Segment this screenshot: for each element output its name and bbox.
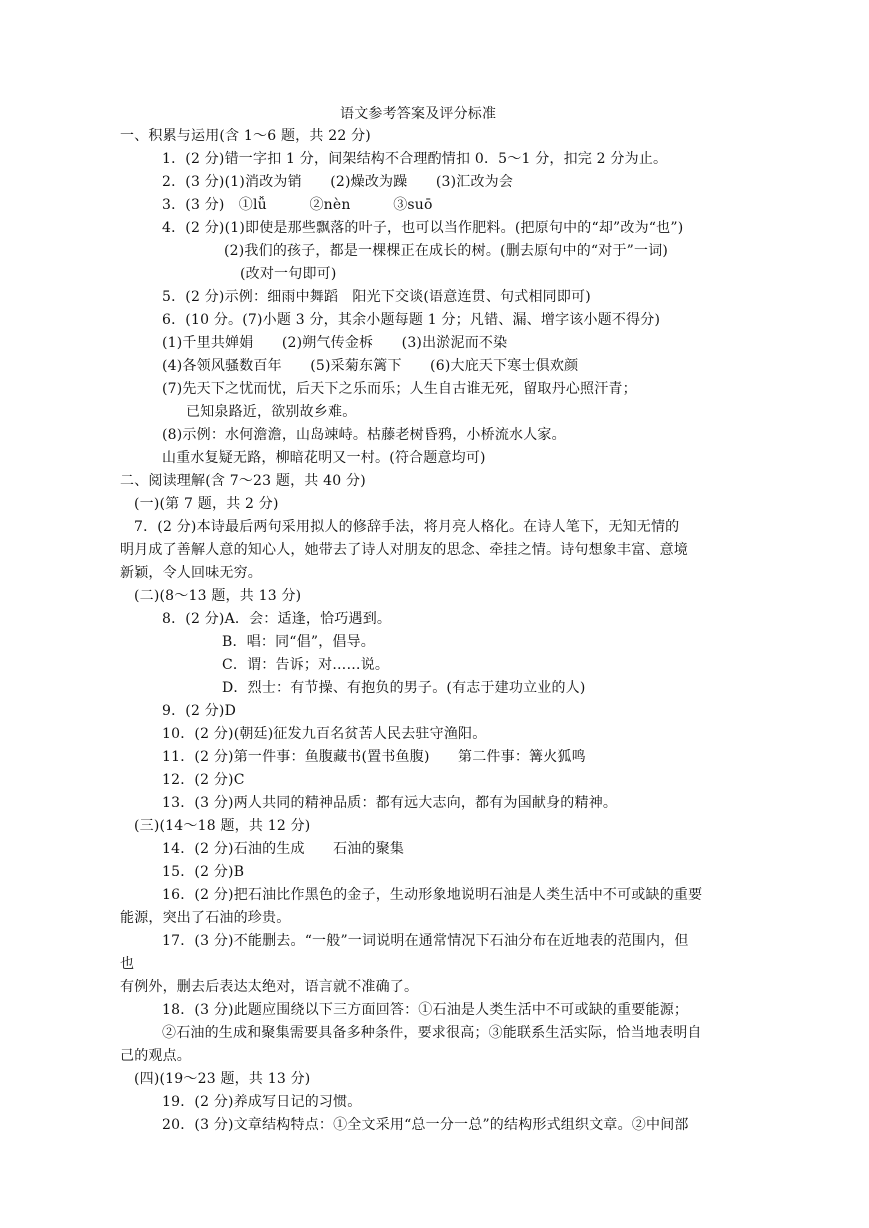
- answer-line: 19．(2 分)养成写日记的习惯。: [162, 1094, 362, 1110]
- answer-line: 4．(2 分)(1)即使是那些飘落的叶子，也可以当作肥料。(把原句中的“却”改为“也”): [162, 220, 684, 236]
- answer-line: 7．(2 分)本诗最后两句采用拟人的修辞手法，将月亮人格化。在诗人笔下，无知无情的: [134, 519, 680, 535]
- answer-line: (8)示例：水何澹澹，山岛竦峙。枯藤老树昏鸦，小桥流水人家。: [162, 427, 566, 443]
- subsection-heading: (三)(14～18 题，共 12 分): [134, 818, 311, 834]
- document-title: 语文参考答案及评分标准: [340, 106, 497, 122]
- answer-line: 新颖，令人回味无穷。: [120, 565, 262, 581]
- answer-line: 17．(3 分)不能删去。“一般”一词说明在通常情况下石油分布在近地表的范围内，但: [162, 933, 689, 949]
- answer-line: 14．(2 分)石油的生成 石油的聚集: [162, 841, 405, 857]
- answer-line: (7)先天下之忧而忧，后天下之乐而乐；人生自古谁无死，留取丹心照汗青；: [162, 381, 637, 397]
- answer-line: 9．(2 分)D: [162, 703, 237, 719]
- answer-line: D．烈士：有节操、有抱负的男子。(有志于建功立业的人): [222, 680, 586, 696]
- answer-line: (改对一句即可): [240, 266, 337, 282]
- answer-line: 也: [120, 956, 135, 972]
- answer-line: 已知泉路近，欲别故乡难。: [186, 404, 357, 420]
- section-heading: 二、阅读理解(含 7～23 题，共 40 分): [120, 473, 366, 489]
- subsection-heading: (一)(第 7 题，共 2 分): [134, 496, 279, 512]
- answer-line: 11．(2 分)第一件事：鱼腹藏书(置书鱼腹) 第二件事：篝火狐鸣: [162, 749, 586, 765]
- answer-line: 有例外，删去后表达太绝对，语言就不准确了。: [120, 979, 419, 995]
- answer-line: 己的观点。: [120, 1048, 191, 1064]
- answer-line: (2)我们的孩子，都是一棵棵正在成长的树。(删去原句中的“对于”一词): [224, 243, 669, 259]
- answer-line: B．唱：同“倡”，倡导。: [222, 634, 376, 650]
- subsection-heading: (四)(19～23 题，共 13 分): [134, 1071, 311, 1087]
- answer-line: 13．(3 分)两人共同的精神品质：都有远大志向，都有为国献身的精神。: [162, 795, 618, 811]
- answer-line: (4)各领风骚数百年 (5)采菊东篱下 (6)大庇天下寒士俱欢颜: [162, 358, 579, 374]
- section-heading: 一、积累与运用(含 1～6 题，共 22 分): [120, 128, 371, 144]
- answer-line: ②石油的生成和聚集需要具备多种条件，要求很高；③能联系生活实际，恰当地表明自: [162, 1025, 702, 1041]
- answer-line: (1)千里共婵娟 (2)朔气传金柝 (3)出淤泥而不染: [162, 335, 508, 351]
- answer-line: C．谓：告诉；对……说。: [222, 657, 390, 673]
- subsection-heading: (二)(8～13 题，共 13 分): [134, 588, 302, 604]
- answer-line: 2．(3 分)(1)消改为销 (2)燥改为躁 (3)汇改为会: [162, 174, 514, 190]
- answer-line: 15．(2 分)B: [162, 864, 245, 880]
- answer-line: 能源，突出了石油的珍贵。: [120, 910, 291, 926]
- answer-line: 8．(2 分)A．会：适逢，恰巧遇到。: [162, 611, 392, 627]
- answer-line: 明月成了善解人意的知心人，她带去了诗人对朋友的思念、牵挂之情。诗句想象丰富、意境: [120, 542, 688, 558]
- answer-line: 20．(3 分)文章结构特点：①全文采用“总一分一总”的结构形式组织文章。②中间部: [162, 1117, 689, 1133]
- answer-line: 12．(2 分)C: [162, 772, 245, 788]
- answer-line: 5．(2 分)示例：细雨中舞蹈 阳光下交谈(语意连贯、句式相同即可): [162, 289, 591, 305]
- answer-line: 6．(10 分。(7)小题 3 分，其余小题每题 1 分；凡错、漏、增字该小题不得分): [162, 312, 661, 328]
- answer-line: 3．(3 分) ①lǚ ②nèn ③suō: [162, 197, 433, 213]
- answer-line: 山重水复疑无路，柳暗花明又一村。(符合题意均可): [162, 450, 486, 466]
- answer-line: 10．(2 分)(朝廷)征发九百名贫苦人民去驻守渔阳。: [162, 726, 487, 742]
- answer-line: 1．(2 分)错一字扣 1 分，间架结构不合理酌情扣 0．5～1 分，扣完 2 分为止。: [162, 151, 668, 167]
- answer-line: 16．(2 分)把石油比作黑色的金子，生动形象地说明石油是人类生活中不可或缺的重要: [162, 887, 703, 903]
- answer-line: 18．(3 分)此题应围绕以下三方面回答：①石油是人类生活中不可或缺的重要能源；: [162, 1002, 689, 1018]
